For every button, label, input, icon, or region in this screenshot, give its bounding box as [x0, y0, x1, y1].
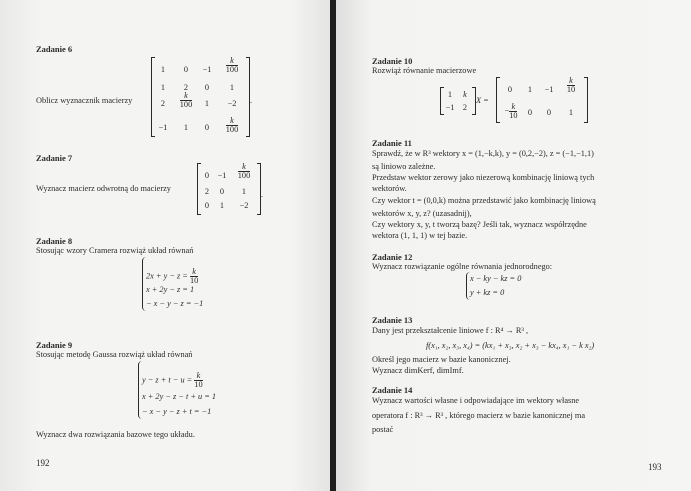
m10b-r2c2: 0 — [527, 108, 533, 117]
m10b-r1c3: −1 — [544, 85, 554, 94]
z14-line2: operatora f : R³ → R³ , którego macierz w bazie kanonicznej ma — [372, 411, 586, 420]
m6-r2c2: 2 — [183, 83, 189, 92]
z11-line2: są liniowo zależne. — [372, 162, 436, 171]
z9-text: Stosując metodę Gaussa rozwiąż układ równań — [36, 350, 193, 359]
z8-text: Stosując wzory Cramera rozwiąż układ równań — [36, 246, 194, 255]
z8-eq3: − x − y − z = −1 — [146, 299, 204, 308]
z13-title: Zadanie 13 — [372, 315, 413, 325]
z6-matrix — [151, 56, 253, 137]
m6-r4c3: 0 — [204, 123, 210, 132]
m10a-r1c1: 1 — [447, 90, 453, 99]
z10-matrix-a — [440, 87, 476, 115]
m10b-r1c4: $\frac{k}{10}$ — [566, 76, 576, 94]
m6-r4c1: −1 — [158, 123, 168, 132]
z6-text: Oblicz wyznacznik macierzy — [36, 96, 133, 105]
z13-line4: Wyznacz dimKerf, dimImf. — [372, 366, 464, 375]
left-page — [0, 0, 330, 491]
z12-title: Zadanie 12 — [372, 252, 413, 262]
z14-title: Zadanie 14 — [372, 385, 413, 395]
z10-matrix-b — [496, 77, 588, 123]
z11-line4: wektorów. — [372, 184, 407, 193]
z11-title: Zadanie 11 — [372, 138, 412, 148]
m6-r4c2: 1 — [183, 123, 189, 132]
m7-r2c3: 1 — [241, 187, 247, 196]
page-number-right: 193 — [648, 462, 662, 472]
z7-text: Wyznacz macierz odwrotną do macierzy — [36, 184, 171, 193]
z13-line3: Określ jego macierz w bazie kanonicznej. — [372, 355, 511, 364]
m6-r3c4: −2 — [227, 99, 237, 108]
z11-line8: wektora (1, 1, 1) w tej bazie. — [372, 231, 468, 240]
z9-eq2: x + 2y − z − t + u = 1 — [142, 392, 217, 401]
page-number-left: 192 — [36, 458, 50, 468]
z11-line1: Sprawdź, że w R³ wektory x = (1,−k,k), y = (0,2,−2), z = (−1,−1,1) — [372, 149, 594, 158]
z9-eq3: − x − y − z + t = −1 — [142, 407, 212, 416]
z11-line6: wektorów x, y, z? (uzasadnij), — [372, 209, 472, 218]
m10a-r1c2: k — [463, 90, 467, 99]
m7-r1c3: $\frac{k}{100}$ — [237, 162, 251, 180]
z9-eq1: y − z + t − u = $\frac{k}{10}$ — [142, 371, 203, 389]
z11-line7: Czy wektory x, y, t tworzą bazę? Jeśli tak, wyznacz współrzędne — [372, 220, 587, 229]
m6-r3c1: 2 — [160, 99, 166, 108]
z12-eq2: y + kz = 0 — [470, 288, 505, 297]
m6-r1c4: $\frac{k}{100}$ — [225, 56, 239, 74]
m6-r2c3: 0 — [204, 83, 210, 92]
z11-line3: Przedstaw wektor zerowy jako niezerową kombinację liniową tych — [372, 173, 595, 182]
m7-r2c1: 2 — [204, 187, 210, 196]
m7-r3c2: 1 — [219, 201, 225, 210]
z14-line1: Wyznacz wartości własne i odpowiadające im wektory własne — [372, 396, 580, 405]
m7-r2c2: 0 — [219, 187, 225, 196]
z12-text: Wyznacz rozwiązanie ogólne równania jednorodnego: — [372, 262, 553, 271]
z14-line3: postać — [372, 425, 394, 434]
z7-title: Zadanie 7 — [36, 153, 73, 163]
m6-r2c1: 1 — [160, 83, 166, 92]
m10b-r1c1: 0 — [507, 85, 513, 94]
m7-r3c3: −2 — [239, 201, 249, 210]
m6-r1c3: −1 — [202, 65, 212, 74]
m10a-r2c2: 2 — [462, 103, 468, 112]
z10-x-equals: X = — [476, 96, 489, 105]
z7-dot: . — [261, 190, 264, 199]
m6-r1c1: 1 — [160, 65, 166, 74]
z6-title: Zadanie 6 — [36, 44, 73, 54]
z8-title: Zadanie 8 — [36, 236, 73, 246]
m10b-r1c2: 1 — [527, 85, 533, 94]
z9-title: Zadanie 9 — [36, 340, 73, 350]
z8-eq2: x + 2y − z = 1 — [146, 285, 195, 294]
z13-formula: f(x₁, x₂, x₃, x₄) = (kx₁ + x₃, x₂ + x₃ − kx₄, x₁ − k x₂) — [426, 341, 595, 350]
z13-line1: Dany jest przekształcenie liniowe f : R⁴ → R³ , — [372, 326, 529, 335]
m6-r4c4: $\frac{k}{100}$ — [225, 116, 239, 134]
m7-r1c2: −1 — [217, 171, 227, 180]
z12-eq1: x − ky − kz = 0 — [470, 274, 522, 283]
z7-matrix — [197, 162, 264, 215]
z6-dot: . — [250, 96, 253, 105]
right-page — [336, 0, 691, 491]
z8-eq1: 2x + y − z = $\frac{k}{10}$ — [146, 267, 199, 285]
m6-r1c2: 0 — [183, 65, 189, 74]
m6-r3c2: $\frac{k}{100}$ — [179, 91, 193, 109]
z11-line5: Czy wektor t = (0,0,k) można przedstawić jako kombinację liniową — [372, 196, 596, 205]
m10b-r2c3: 0 — [546, 108, 552, 117]
m7-r1c1: 0 — [204, 171, 210, 180]
m10b-r2c4: 1 — [568, 108, 574, 117]
z10-title: Zadanie 10 — [372, 56, 413, 66]
m10b-r2c1: − $\frac{k}{10}$ — [504, 102, 518, 120]
m6-r2c4: 1 — [229, 83, 235, 92]
m6-r3c3: 1 — [204, 99, 210, 108]
m10a-r2c1: −1 — [445, 103, 455, 112]
m7-r3c1: 0 — [204, 201, 210, 210]
z10-text: Rozwiąż równanie macierzowe — [372, 66, 477, 75]
z9-footer: Wyznacz dwa rozwiązania bazowe tego układu. — [36, 430, 195, 439]
